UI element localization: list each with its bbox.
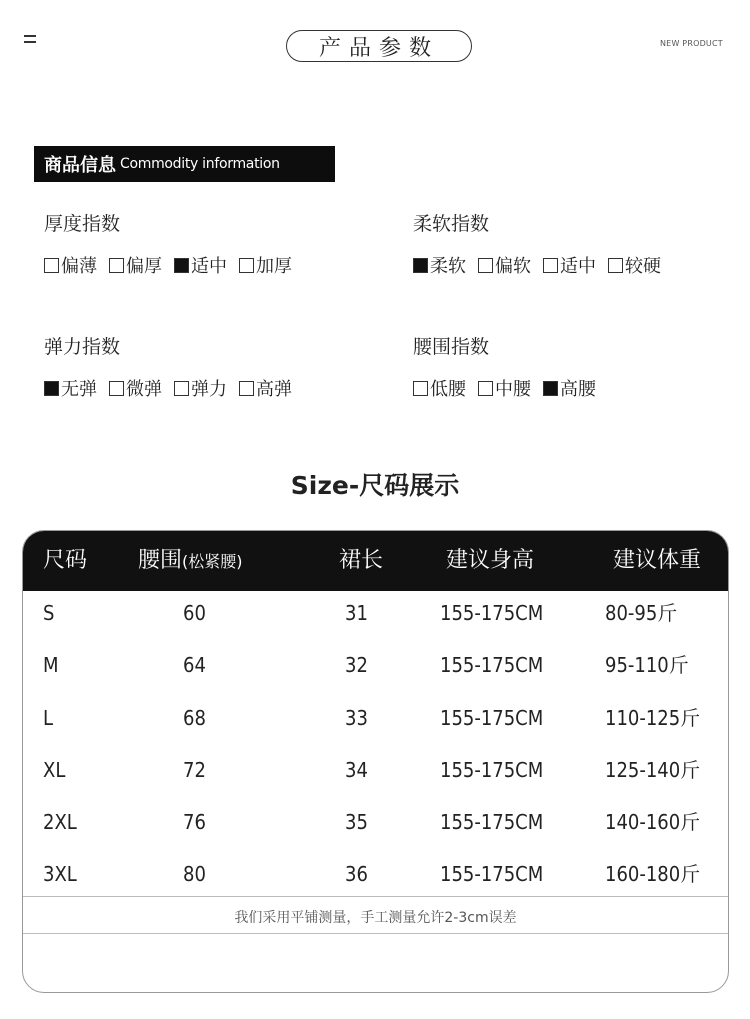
option-item (44, 375, 97, 401)
menu-icon[interactable] (24, 35, 36, 47)
table-row (23, 748, 728, 800)
measurement-note: 我们采用平铺测量，手工测量允许2-3cm误差 (234, 910, 517, 926)
size-table (22, 530, 729, 993)
unchecked-box-icon (239, 381, 254, 396)
table-cell: 155-175CM (440, 810, 544, 835)
col-suggested-height: 建议身高 (446, 548, 535, 573)
col-size: 尺码 (43, 548, 88, 573)
option-item (174, 252, 227, 278)
option-label: 高弹 (256, 379, 292, 400)
thickness-index-title: 厚度指数 (44, 213, 121, 235)
col-waist-note: (松紧腰) (182, 552, 243, 571)
option-item (239, 375, 292, 401)
page-title: 产品参数 (286, 30, 472, 62)
checked-box-icon (413, 258, 428, 273)
unchecked-box-icon (543, 258, 558, 273)
table-cell: 32 (345, 653, 368, 678)
option-item (109, 375, 162, 401)
col-skirt-length: 裙长 (339, 548, 384, 573)
softness-index-title: 柔软指数 (413, 213, 490, 235)
option-item (109, 252, 162, 278)
option-item (413, 375, 466, 401)
thickness-index-options (44, 252, 304, 278)
checked-box-icon (44, 381, 59, 396)
option-item (478, 252, 531, 278)
note-divider-top (23, 896, 728, 897)
table-cell: 72 (183, 757, 206, 782)
unchecked-box-icon (478, 258, 493, 273)
table-cell: S (43, 601, 55, 625)
table-cell: 76 (183, 810, 206, 835)
table-cell: 34 (345, 757, 368, 782)
waist-index-options (413, 375, 608, 401)
option-item (608, 252, 661, 278)
table-row (23, 800, 728, 852)
table-cell: 140-160斤 (605, 810, 701, 835)
size-table-body (23, 591, 728, 905)
col-suggested-weight: 建议体重 (613, 548, 702, 573)
checked-box-icon (174, 258, 189, 273)
new-product-label: NEW PRODUCT (660, 39, 723, 48)
table-cell: 60 (183, 601, 206, 625)
table-row (23, 591, 728, 643)
option-label: 偏软 (495, 256, 531, 277)
option-label: 低腰 (430, 379, 466, 400)
unchecked-box-icon (413, 381, 428, 396)
option-item (543, 252, 596, 278)
option-label: 适中 (560, 256, 596, 277)
elasticity-index-options (44, 375, 304, 401)
table-cell: 36 (345, 862, 368, 887)
option-item (44, 252, 97, 278)
table-cell: M (43, 653, 59, 678)
table-row (23, 643, 728, 695)
table-cell: 31 (345, 601, 368, 625)
unchecked-box-icon (44, 258, 59, 273)
unchecked-box-icon (478, 381, 493, 396)
table-cell: 110-125斤 (605, 705, 701, 730)
option-label: 微弹 (126, 379, 162, 400)
unchecked-box-icon (109, 258, 124, 273)
table-cell: XL (43, 757, 66, 782)
option-label: 中腰 (495, 379, 531, 400)
option-label: 适中 (191, 256, 227, 277)
option-label: 无弹 (61, 379, 97, 400)
table-cell: 160-180斤 (605, 862, 701, 887)
table-cell: 155-175CM (440, 601, 544, 625)
col-waist (138, 531, 243, 591)
commodity-info-heading-en: Commodity information (120, 156, 280, 172)
option-label: 加厚 (256, 256, 292, 277)
option-item (174, 375, 227, 401)
size-section-title: Size-尺码展示 (290, 471, 460, 500)
table-cell: 64 (183, 653, 206, 678)
unchecked-box-icon (239, 258, 254, 273)
option-label: 较硬 (625, 256, 661, 277)
option-label: 偏薄 (61, 256, 97, 277)
option-item (543, 375, 596, 401)
table-cell: 35 (345, 810, 368, 835)
option-label: 高腰 (560, 379, 596, 400)
option-item (478, 375, 531, 401)
unchecked-box-icon (608, 258, 623, 273)
commodity-info-heading (34, 146, 335, 182)
option-label: 偏厚 (126, 256, 162, 277)
waist-index-title: 腰围指数 (413, 336, 490, 358)
commodity-info-heading-zh: 商品信息 (44, 155, 116, 176)
table-cell: 68 (183, 705, 206, 730)
unchecked-box-icon (109, 381, 124, 396)
table-cell: 125-140斤 (605, 757, 701, 782)
option-item (413, 252, 466, 278)
table-cell: 155-175CM (440, 705, 544, 730)
table-cell: 3XL (43, 862, 77, 887)
table-cell: 155-175CM (440, 653, 544, 678)
table-cell: 155-175CM (440, 757, 544, 782)
unchecked-box-icon (174, 381, 189, 396)
checked-box-icon (543, 381, 558, 396)
table-cell: L (43, 705, 54, 730)
note-divider-bottom (23, 933, 728, 934)
table-cell: 80-95斤 (605, 601, 678, 625)
table-cell: 95-110斤 (605, 653, 689, 678)
option-item (239, 252, 292, 278)
option-label: 柔软 (430, 256, 466, 277)
elasticity-index-title: 弹力指数 (44, 336, 121, 358)
softness-index-options (413, 252, 673, 278)
option-label: 弹力 (191, 379, 227, 400)
size-table-header (23, 531, 728, 591)
table-cell: 2XL (43, 810, 77, 835)
table-row (23, 696, 728, 748)
table-cell: 33 (345, 705, 368, 730)
table-cell: 155-175CM (440, 862, 544, 887)
col-waist-label: 腰围 (138, 548, 183, 573)
table-cell: 80 (183, 862, 206, 887)
